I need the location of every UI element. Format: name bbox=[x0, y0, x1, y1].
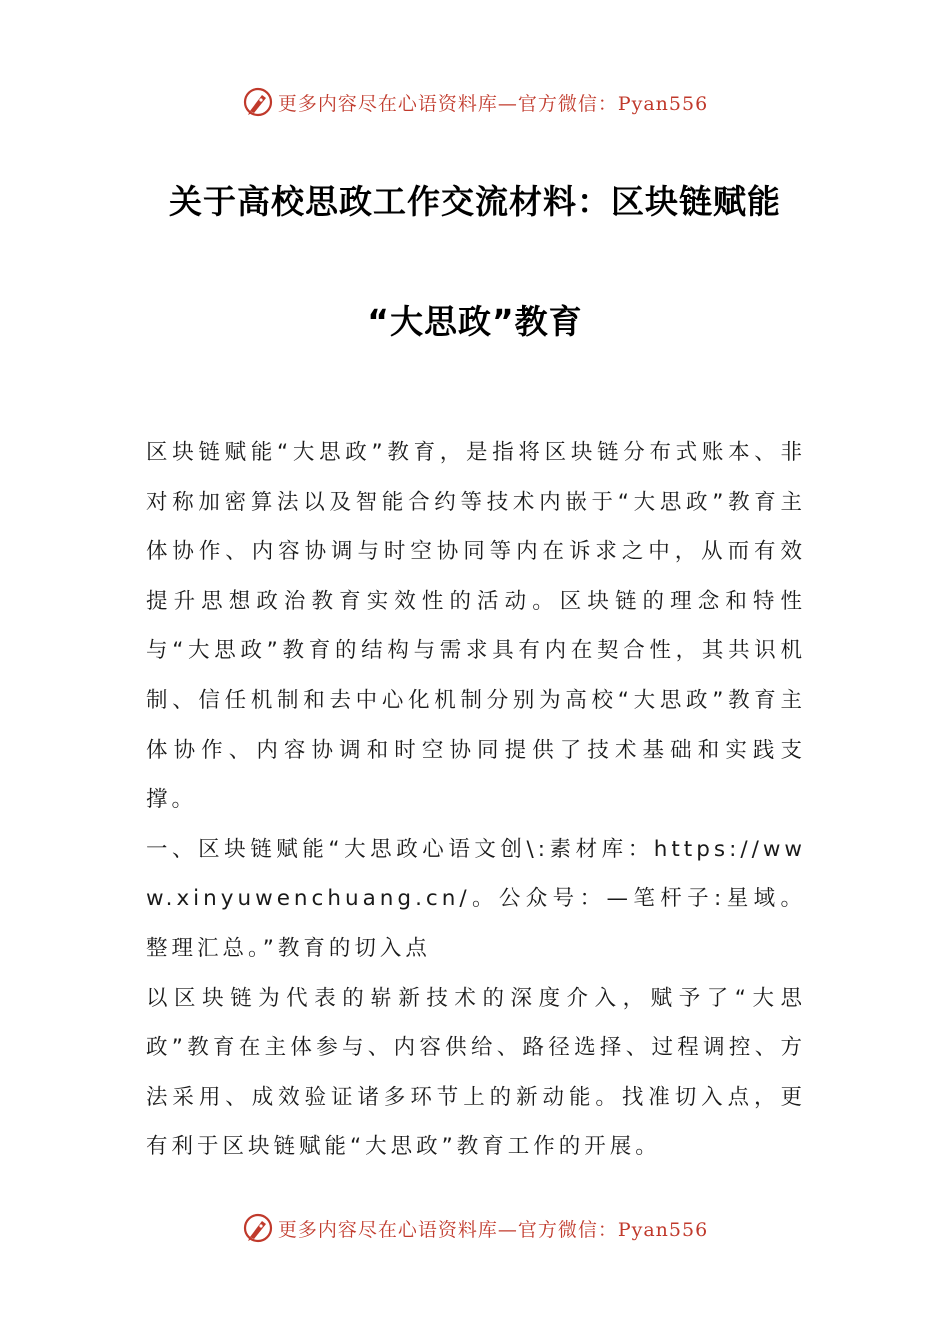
document-title-line-2: “大思政”教育 bbox=[367, 302, 583, 341]
pen-nib-icon bbox=[242, 1212, 274, 1244]
pen-nib-icon bbox=[242, 86, 274, 118]
body-paragraph-2: 一、区块链赋能“大思政心语文创\:素材库：https://www.xinyuwenchuang.cn/。公众号：—笔杆子:星域。整理汇总。”教育的切入点 bbox=[146, 836, 806, 961]
body-paragraph-3: 以区块链为代表的崭新技术的深度介入，赋予了“大思政”教育在主体参与、内容供给、路径选择、过程调控、方法采用、成效验证诸多环节上的新动能。找准切入点，更有利于区块链赋能“大思政”教育工作的开展。 bbox=[146, 985, 806, 1160]
header-banner bbox=[0, 82, 950, 122]
footer-banner-text: 更多内容尽在心语资料库—官方微信：Pyan556 bbox=[277, 1218, 709, 1241]
document-body bbox=[146, 428, 806, 1172]
footer-banner bbox=[0, 1208, 950, 1248]
document-title-line-1: 关于高校思政工作交流材料：区块链赋能 bbox=[169, 182, 781, 221]
body-paragraph-1: 区块链赋能“大思政”教育，是指将区块链分布式账本、非对称加密算法以及智能合约等技术内嵌于“大思政”教育主体协作、内容协调与时空协同等内在诉求之中，从而有效提升思想政治教育实效性的活动。区块链的理念和特性与“大思政”教育的结构与需求具有内在契合性，其共识机制、信任机制和去中心化机制分别为高校“大思政”教育主体协作、内容协调和时空协同提供了技术基础和实践支撑。 bbox=[146, 440, 806, 813]
header-banner-text: 更多内容尽在心语资料库—官方微信：Pyan556 bbox=[277, 92, 709, 115]
